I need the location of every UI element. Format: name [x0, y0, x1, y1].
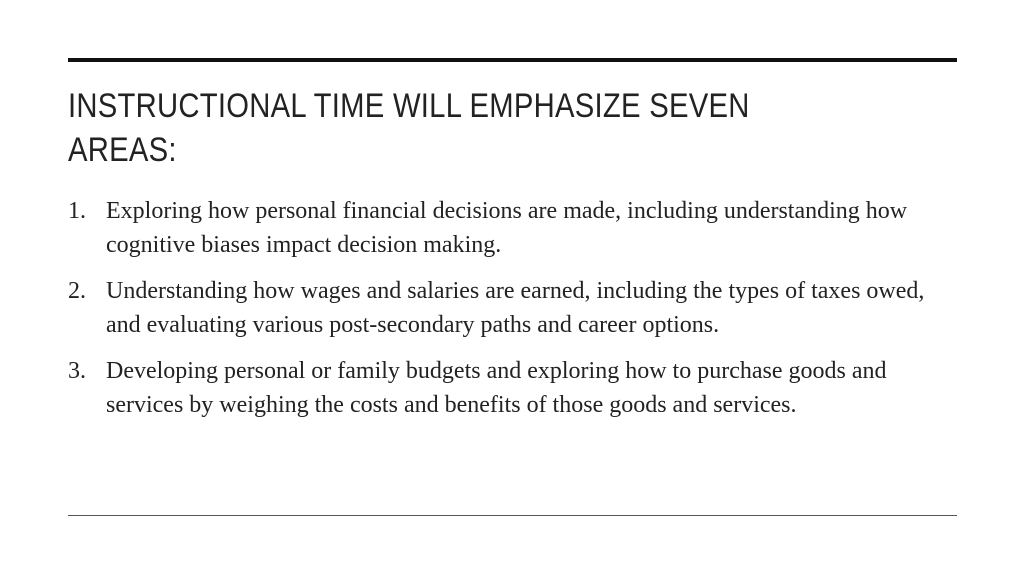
list-item-number: 1. — [68, 198, 86, 224]
list-item — [68, 194, 948, 262]
list-item-number: 2. — [68, 278, 86, 304]
emphasis-area-list — [68, 194, 948, 434]
slide-title: INSTRUCTIONAL TIME WILL EMPHASIZE SEVEN AREAS: — [68, 87, 750, 169]
list-item — [68, 274, 948, 342]
list-item-number: 3. — [68, 358, 86, 384]
list-item-text: Developing personal or family budgets and exploring how to purchase goods and services by weighing the costs and benefits of those goods and services. — [106, 358, 887, 418]
list-item-text: Understanding how wages and salaries are earned, including the types of taxes owed, and evaluating various post-secondary paths and career options. — [106, 278, 925, 338]
top-divider — [68, 58, 957, 62]
list-item-text: Exploring how personal financial decisions are made, including understanding how cognitive biases impact decision making. — [106, 198, 908, 258]
list-item — [68, 354, 948, 422]
bottom-divider — [68, 515, 957, 516]
